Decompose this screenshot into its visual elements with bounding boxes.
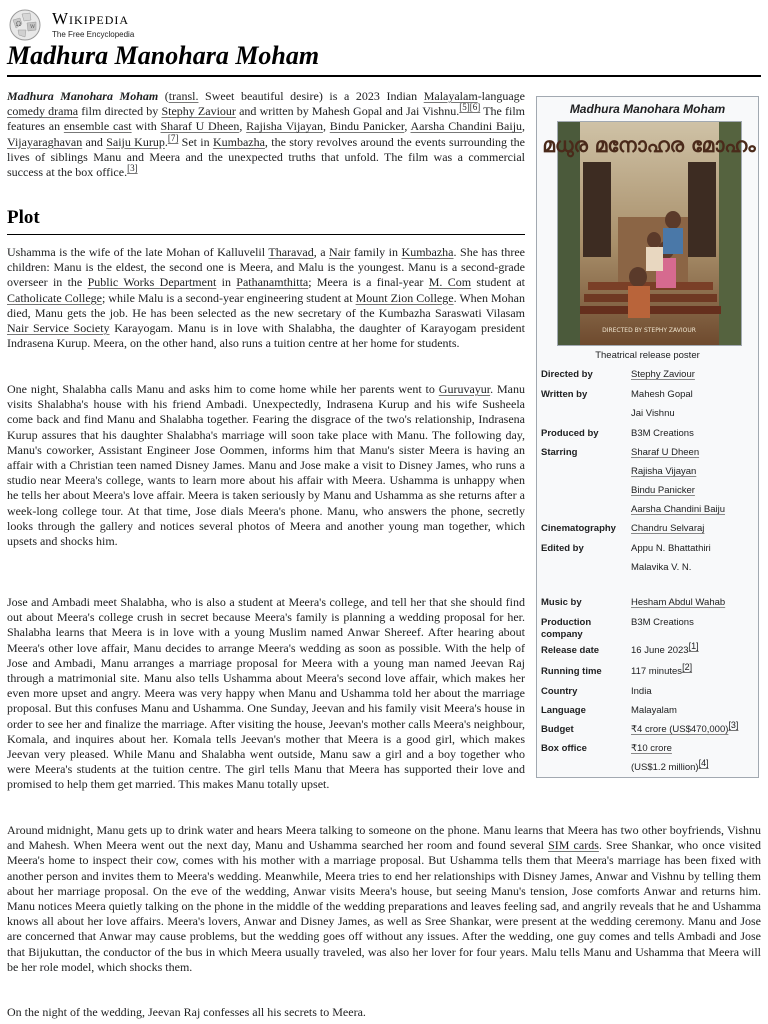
citation-3[interactable]: [3]: [127, 163, 138, 174]
infobox-label: Country: [541, 686, 578, 697]
infobox-value: [631, 617, 756, 636]
poster-title-art: മധുര മനോഹര മോഹം: [542, 133, 756, 157]
wikipedia-wordmark[interactable]: Wikipedia: [52, 9, 130, 28]
infobox-citation[interactable]: [1]: [688, 640, 699, 651]
infobox-value: [631, 543, 756, 581]
infobox-value-link[interactable]: Stephy Zaviour: [631, 369, 695, 380]
infobox-label: Written by: [541, 389, 588, 400]
infobox-value: [631, 719, 756, 743]
infobox-citation[interactable]: [4]: [698, 757, 709, 768]
infobox-label: Budget: [541, 724, 574, 735]
infobox-value-link[interactable]: Aarsha Chandini Baiju: [631, 504, 726, 515]
plot-paragraph-2: One night, Shalabha calls Manu and asks him to come home while her parents went to Guruvayur. Manu visits Shalabha's house with his friend Ambadi. Unexpectedly, Indrasena Kurup and his wife Susheela come back and find Manu and Shalabha together. Fearing the disgrace of the two's relationship, Indrasena Kurup assures that his daughter Shalabha's marriage will soon take place with Manu. The following day, Manu's coworker, Assistant Engineer Jose Oommen, informs him that Manu's sister Meera is having an affair with a Christian teen named Disney James. Manu and Jose make a visit to Disney James, who runs a studio near Meera's college, wants to learn more about his affair with Meera. Ushamma is unhappy when he tells her about Meera's love affair. Meera is taken seriously by Manu and Ushamma as she returns after a week-long college tour. At that time, Jose dials Meera's phone. Manu, who answers the phone, secretly looks through the gallery and notices several photos of Meera and another young man together, which upsets and shocks him.: [7, 382, 525, 549]
infobox-value-text: 117 minutes: [631, 666, 683, 677]
infobox-value-text: B3M Creations: [631, 428, 694, 439]
kumbazha-plot-link[interactable]: Kumbazha: [401, 245, 454, 259]
theatrical-poster-image[interactable]: [542, 121, 756, 346]
infobox-label: Language: [541, 705, 586, 716]
pathanamthitta-link[interactable]: Pathanamthitta: [236, 275, 309, 290]
infobox-value-link[interactable]: ₹10 crore: [631, 743, 672, 754]
infobox-value-text: Malavika V. N.: [631, 562, 692, 573]
infobox-label: Produced by: [541, 428, 599, 439]
film-infobox: [536, 96, 759, 778]
infobox-value: [631, 661, 756, 685]
infobox-value: [631, 743, 756, 781]
infobox-label: Music by: [541, 597, 582, 608]
infobox-label: Running time: [541, 666, 602, 677]
infobox-label: Directed by: [541, 369, 593, 380]
plot-paragraph-5: On the night of the wedding, Jeevan Raj confesses all his secrets to Meera.: [7, 1005, 366, 1019]
poster-artwork: [542, 122, 756, 345]
infobox-value-link[interactable]: Rajisha Vijayan: [631, 466, 697, 477]
lead-paragraph: Madhura Manohara Moham (transl. Sweet beautiful desire) is a 2023 Indian Malayalam-language comedy drama film directed by Stephy Zaviour and written by Mahesh Gopal and Jai Vishnu.[5][6] The film features an ensemble cast with Sharaf U Dheen, Rajisha Vijayan, Bindu Panicker, Aarsha Chandini Baiju, Vijayaraghavan and Saiju Kurup.[7] Set in Kumbazha, the story revolves around the events surrounding the lives of siblings Manu and Meera and the unexpected truths that unfold. The film was a commercial success at the box office.[3]: [7, 89, 526, 180]
infobox-citation[interactable]: [3]: [728, 719, 739, 730]
guruvayur-link[interactable]: Guruvayur: [438, 382, 491, 396]
infobox-label: Box office: [541, 743, 587, 754]
infobox-value-text: Malayalam: [631, 705, 677, 716]
infobox-value-text: 16 June 2023: [631, 645, 689, 656]
infobox-value: [631, 640, 756, 664]
infobox-value: [631, 597, 756, 616]
infobox-value-link[interactable]: Bindu Panicker: [631, 485, 695, 496]
infobox-value-text: India: [631, 686, 652, 697]
infobox-label: Cinematography: [541, 523, 616, 534]
mcom-link[interactable]: M. Com: [428, 275, 472, 290]
infobox-value: [631, 428, 756, 447]
infobox-value-link[interactable]: ₹4 crore (US$470,000): [631, 724, 729, 735]
infobox-value-link[interactable]: Hesham Abdul Wahab: [631, 597, 726, 608]
kumbazha-link[interactable]: Kumbazha: [212, 134, 265, 149]
ensemble-cast-link[interactable]: ensemble cast: [63, 119, 132, 134]
cast-link-saiju[interactable]: Saiju Kurup: [106, 134, 165, 149]
infobox-citation[interactable]: [2]: [682, 661, 693, 672]
cast-link-aarsha[interactable]: Aarsha Chandini Baiju: [410, 119, 523, 134]
site-header: [8, 8, 308, 42]
tharavad-link[interactable]: Tharavad: [268, 245, 314, 259]
poster-credit: DIRECTED BY STEPHY ZAVIOUR: [602, 327, 696, 334]
citation-5-6[interactable]: [5][6]: [459, 102, 481, 113]
infobox-value: [631, 389, 756, 427]
infobox-value-text: Appu N. Bhattathiri: [631, 543, 711, 554]
page-title: Madhura Manohara Moham: [7, 40, 761, 77]
plot-paragraph-3: Jose and Ambadi meet Shalabha, who is also a student at Meera's college, and tell her that she should find out about Meera's college crush in secret because Meera's family is planning a wedding proposal for her. Shalabha learns that Meera is in love with a young Muslim named Anwar Shereef. After hearing about Meera's other love affair, Manu decides to arrange Meera's wedding as soon as possible. With the help of Jose and Ambadi, Manu arranges a marriage proposal for Meera with a young man named Jeevan Raj through a matrimonial site. Manu also tells Ushamma about Meera's second love affair, which makes her even more upset and angry. Meera was very happy when Manu and Ushamma told her about the marriage proposal. But this confuses Manu and Ushamma. One Sunday, Jeevan and his family visit Meera's house in order to see her and finalize the marriage. After visiting the house, Jeevan's mother calls Meera's neighbour, Komala, and inquires about her. Komala tells Jeevan's mother that Meera is a good girl, which makes Jeevan very pleased. While Manu and Shalabha went outside, Manu saw a girl and a boy together who were Meera's students at the tuition centre. The girl tells Manu that Meera has supported their love and promised to help them get married. This makes Manu totally upset.: [7, 595, 525, 792]
cast-link-bindu[interactable]: Bindu Panicker: [329, 119, 405, 134]
director-link[interactable]: Stephy Zaviour: [161, 104, 236, 119]
sim-cards-link[interactable]: SIM cards: [548, 838, 599, 853]
infobox-value-text: (US$1.2 million): [631, 762, 699, 773]
wikipedia-tagline: The Free Encyclopedia: [52, 30, 135, 39]
svg-text:W: W: [30, 24, 36, 30]
malayalam-link[interactable]: Malayalam: [423, 89, 478, 103]
wikipedia-globe-icon[interactable]: [8, 8, 44, 42]
plot-heading: Plot: [7, 206, 525, 235]
infobox-value-link[interactable]: Sharaf U Dheen: [631, 447, 700, 458]
infobox-value: [631, 523, 756, 542]
infobox-value-link[interactable]: Chandru Selvaraj: [631, 523, 705, 534]
infobox-title: Madhura Manohara Moham: [569, 102, 726, 116]
svg-text:Ω: Ω: [16, 21, 21, 28]
infobox-label: Starring: [541, 447, 578, 458]
comedy-drama-link[interactable]: comedy drama: [7, 104, 79, 119]
cast-link-vijayaraghavan[interactable]: Vijayaraghavan: [7, 134, 83, 149]
cast-link-rajisha[interactable]: Rajisha Vijayan: [246, 119, 323, 134]
infobox-value-text: B3M Creations: [631, 617, 694, 628]
infobox-label: Edited by: [541, 543, 584, 554]
infobox-value-text: Jai Vishnu: [631, 408, 675, 419]
infobox-value: [631, 686, 756, 705]
infobox-label: Production company: [541, 617, 592, 640]
cast-link-sharaf[interactable]: Sharaf U Dheen: [160, 119, 240, 134]
mount-zion-college-link[interactable]: Mount Zion College: [355, 290, 454, 305]
plot-paragraph-1: Ushamma is the wife of the late Mohan of Kalluvelil Tharavad, a Nair family in Kumbazha. She has three children: Manu is the eldest, the second one is Meera, and Malu is the youngest. Manu is a second-grade overseer in the Public Works Department in Pathanamthitta; Meera is a final-year M. Com student at Catholicate College; while Malu is a second-year engineering student at Mount Zion College. When Mohan died, Manu gets the job. He has been selected as the new secretary of the Kumbazha Saraswati Vilasam Nair Service Society Karayogam. Manu is in love with Shalabha, the daughter of Karayogam president Indrasena Kurup. Meera, on the other hand, also runs a tuition centre at her home for students.: [7, 245, 526, 351]
nair-link[interactable]: Nair: [329, 245, 351, 259]
transl-link[interactable]: transl.: [168, 89, 199, 103]
nss-link[interactable]: Nair Service Society: [7, 321, 110, 336]
poster-caption: Theatrical release poster: [595, 350, 700, 361]
catholicate-college-link[interactable]: Catholicate College: [7, 290, 102, 305]
infobox-label: Release date: [541, 645, 600, 656]
citation-7[interactable]: [7]: [167, 132, 179, 143]
infobox-value: [631, 369, 756, 388]
lead-title: Madhura Manohara Moham: [7, 89, 159, 103]
plot-paragraph-4: Around midnight, Manu gets up to drink water and hears Meera talking to someone on the phone. Manu learns that Meera has two other boyfriends, Vishnu and Mahesh. When Meera went out the next day, Manu and Ushamma searched her room and found several SIM cards. Sree Shankar, who once visited Meera's home to inspect their cow, comes with his mother with a marriage proposal. But Ushamma tells them that Meera's marriage has been fixed with another person and invites them to Meera's wedding. Meanwhile, Meera tries to end her relationships with Disney James, Anwar and Vishnu by telling them about her marriage proposal. On the eve of the wedding, Anwar visits Meera's house, but seeing Manu's tension, Jose comforts Anwar and returns him. Manu notices Meera quietly talking on the phone in the middle of the wedding preparations and leaves feeling sad, and angrily reveals that he and Ushamma knows all about her love affairs. Meera's lovers, Anwar and Disney James, as well as Sree Shankar, were present at the wedding ceremony. Manu and Jose are concerned that Anwar may cause problems, but the wedding goes off without any issues. After the wedding, one guy comes and tells Ambadi and Jose that Bijukuttan, the conductor of the bus in which Meera usually traveled, was also her lover for four years. Malu tells Manu and Ushamma that Meera will be her role model, which shocks them.: [7, 823, 761, 974]
infobox-value: [631, 447, 756, 523]
infobox-value-text: Mahesh Gopal: [631, 389, 693, 400]
pwd-link[interactable]: Public Works Department: [87, 275, 217, 290]
